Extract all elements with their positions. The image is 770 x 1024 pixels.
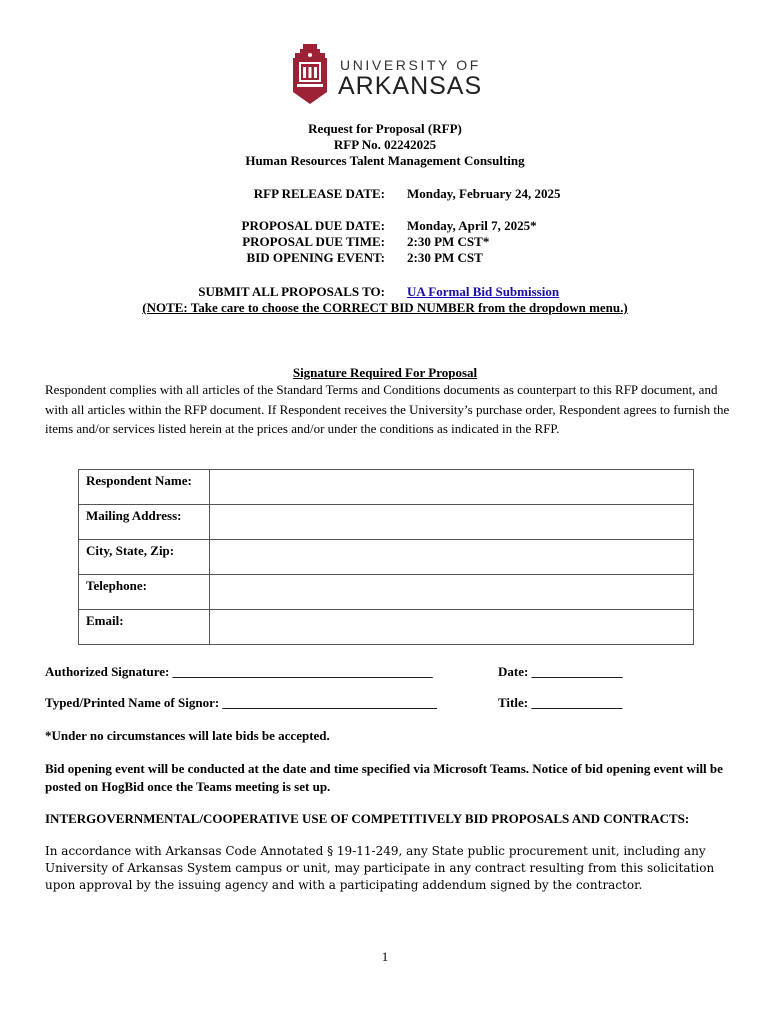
city-state-zip-label: City, State, Zip: bbox=[79, 540, 210, 575]
signature-heading: Signature Required For Proposal bbox=[292, 365, 478, 380]
late-bids-notice: *Under no circumstances will late bids be accepted. bbox=[45, 728, 330, 743]
dropdown-note: (NOTE: Take care to choose the CORRECT BID NUMBER from the dropdown menu.) bbox=[142, 300, 628, 315]
due-time-label: PROPOSAL DUE TIME: bbox=[242, 234, 385, 249]
logo-arkansas: ARKANSAS bbox=[338, 72, 483, 100]
release-date-value: Monday, February 24, 2025 bbox=[407, 186, 561, 201]
mailing-address-label: Mailing Address: bbox=[79, 505, 210, 540]
mailing-address-field[interactable] bbox=[210, 505, 694, 540]
submit-label: SUBMIT ALL PROPOSALS TO: bbox=[198, 284, 385, 299]
date-line[interactable]: Date: ______________ bbox=[498, 664, 623, 679]
telephone-label: Telephone: bbox=[79, 575, 210, 610]
rfp-subject: Human Resources Talent Management Consulting bbox=[245, 153, 525, 168]
respondent-name-field[interactable] bbox=[210, 470, 694, 505]
cooperative-text: In accordance with Arkansas Code Annotated § 19-11-249, any State public procurement unit, including any University of Arkansas System campus or unit, may participate in any contract resulting from this solicitation upon approval by the issuing agency and with a participating addendum signed by the contractor. bbox=[45, 844, 715, 892]
table-row bbox=[79, 505, 694, 540]
logo-university-of: UNIVERSITY OF bbox=[340, 57, 481, 73]
table-row bbox=[79, 540, 694, 575]
bid-submission-link[interactable]: UA Formal Bid Submission bbox=[407, 284, 560, 299]
rfp-title: Request for Proposal (RFP) bbox=[308, 121, 462, 136]
due-date-label: PROPOSAL DUE DATE: bbox=[241, 218, 385, 233]
email-label: Email: bbox=[79, 610, 210, 645]
bid-opening-notice: Bid opening event will be conducted at the date and time specified via Microsoft Teams. Notice of bid opening event will be posted on HogBid once the Teams meeting is set up. bbox=[45, 761, 723, 794]
respondent-name-label: Respondent Name: bbox=[79, 470, 210, 505]
rfp-number: RFP No. 02242025 bbox=[333, 137, 437, 152]
release-date-label: RFP RELEASE DATE: bbox=[253, 186, 385, 201]
telephone-field[interactable] bbox=[210, 575, 694, 610]
table-row bbox=[79, 470, 694, 505]
table-row bbox=[79, 575, 694, 610]
bid-opening-value: 2:30 PM CST bbox=[407, 250, 483, 265]
cooperative-heading: INTERGOVERNMENTAL/COOPERATIVE USE OF COMPETITIVELY BID PROPOSALS AND CONTRACTS: bbox=[45, 811, 690, 826]
bid-opening-label: BID OPENING EVENT: bbox=[246, 250, 385, 265]
typed-name-line[interactable]: Typed/Printed Name of Signor: _________________________________ bbox=[45, 695, 437, 710]
due-date-value: Monday, April 7, 2025* bbox=[407, 218, 537, 233]
email-field[interactable] bbox=[210, 610, 694, 645]
authorized-signature-line[interactable]: Authorized Signature: ________________________________________ bbox=[45, 664, 433, 679]
title-line[interactable]: Title: ______________ bbox=[498, 695, 623, 710]
page-number: 1 bbox=[381, 949, 389, 964]
table-row bbox=[79, 610, 694, 645]
city-state-zip-field[interactable] bbox=[210, 540, 694, 575]
due-time-value: 2:30 PM CST* bbox=[407, 234, 490, 249]
signature-paragraph: Respondent complies with all articles of the Standard Terms and Conditions documents as counterpart to this RFP document, and with all articles within the RFP document. If Respondent receives the University’s purchase order, Respondent agrees to furnish the items and/or services listed herein at the prices and/or under the conditions as indicated in the RFP. bbox=[45, 382, 730, 436]
respondent-table bbox=[78, 469, 694, 645]
